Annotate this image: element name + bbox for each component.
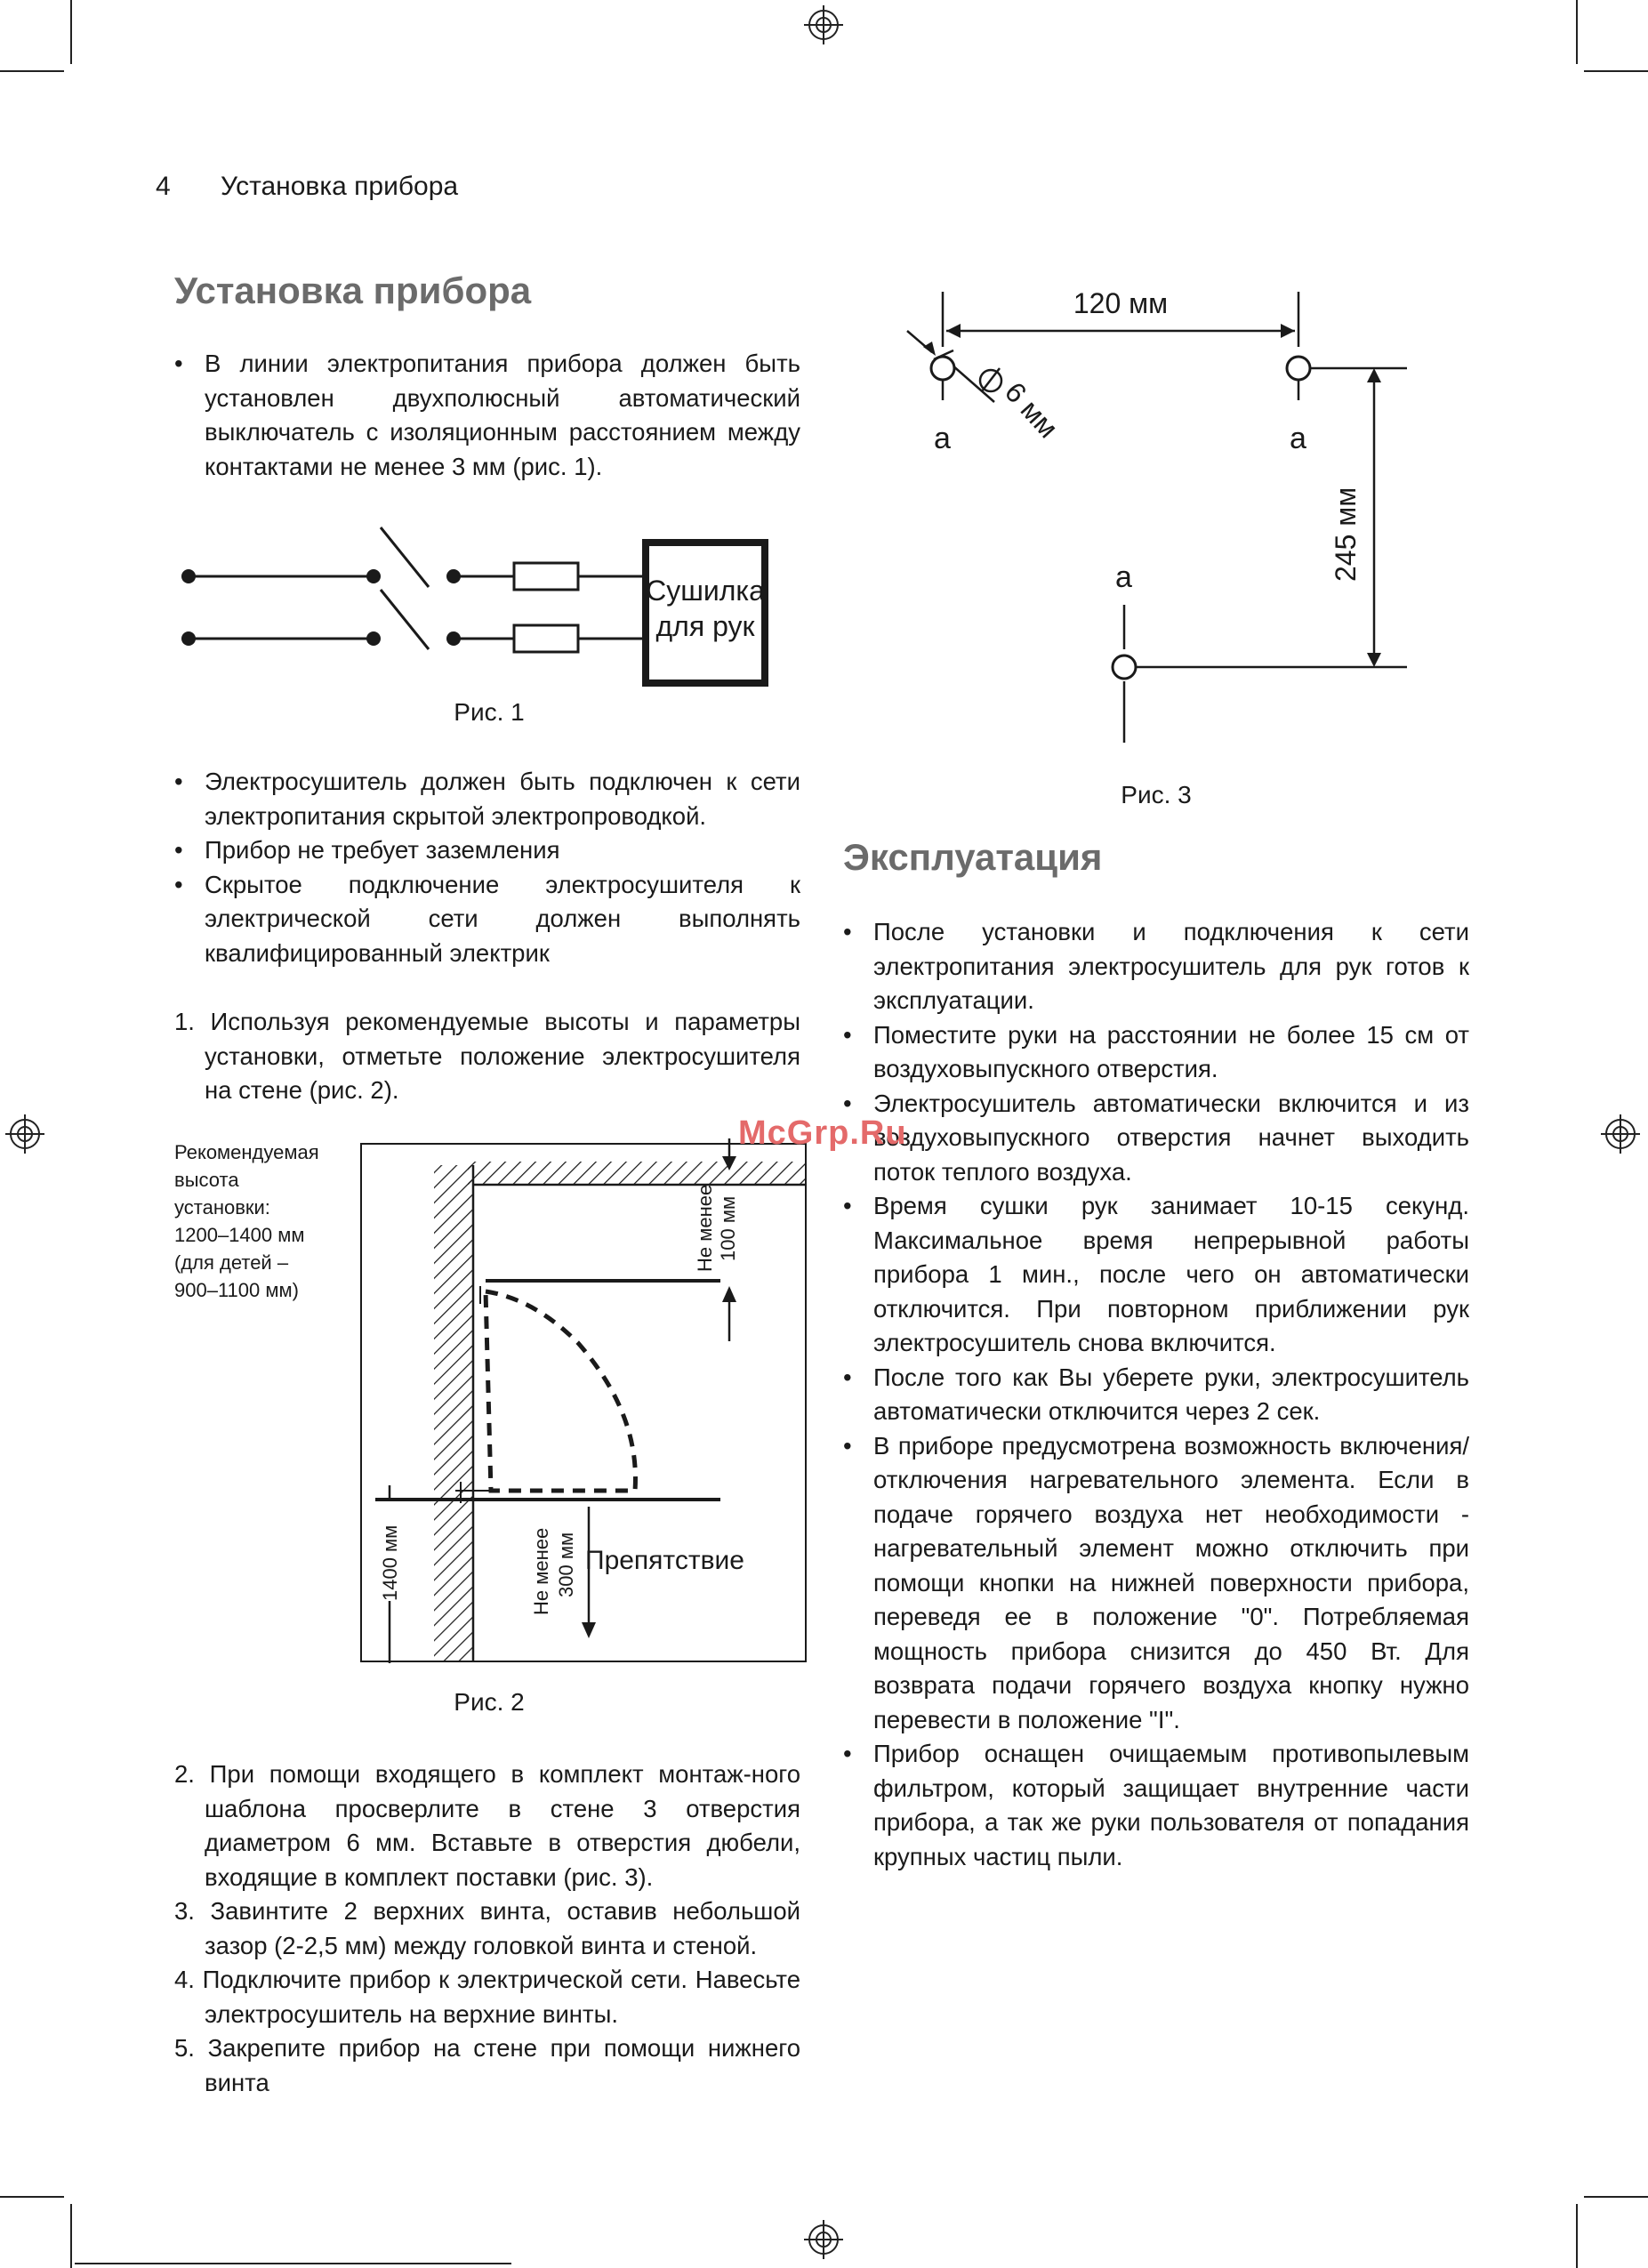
list-item: • Электросушитель автоматически включится и из воздуховыпускного отверстия начнет выходить поток теплого воздуха. <box>843 1087 1469 1190</box>
install-heading: Установка прибора <box>174 269 532 311</box>
fig2-bottom-gap-2: 300 мм <box>555 1532 577 1597</box>
list-item: • После установки и подключения к сети электропитания электросушитель для рук готов к эксплуатации. <box>843 915 1469 1018</box>
figure-2-heights <box>356 1130 818 1681</box>
note-line: Рекомендуемая <box>174 1141 319 1163</box>
registration-mark-right <box>1601 1114 1640 1154</box>
fig3-point-a: a <box>1290 422 1306 455</box>
page-number: 4 <box>156 172 171 201</box>
list-item: • В линии электропитания прибора должен быть установлен двухполюсный автоматический выключатель с изоляционным расстоянием между контактами не менее 3 мм (рис. 1). <box>174 347 800 484</box>
list-item: • Прибор оснащен очищаемым противопылевым фильтром, который защищает внутренние части прибора, а так же руки пользователя от попадания крупных частиц пыли. <box>843 1737 1469 1874</box>
fig3-width-label: 120 мм <box>1073 287 1169 319</box>
fig2-obstacle-label: Препятствие <box>585 1546 744 1575</box>
ceiling <box>468 1162 806 1185</box>
list-item: • Прибор не требует заземления <box>174 833 800 868</box>
fig2-bottom-gap-1: Не менее <box>530 1527 552 1615</box>
fig3-point-a: a <box>934 422 951 455</box>
fig1-box-text-2: для рук <box>655 610 755 642</box>
operation-bullets <box>843 915 1469 1874</box>
install-step-1 <box>174 1005 800 1108</box>
hole-bottom <box>1113 655 1136 679</box>
registration-mark-bottom <box>804 2220 843 2259</box>
fig1-box-text-1: Сушилка <box>646 575 765 607</box>
install-bullets-2 <box>174 765 800 970</box>
dryer-outline <box>486 1291 635 1491</box>
note-line: 1200–1400 мм <box>174 1224 305 1246</box>
list-item: • В приборе предусмотрена возможность включения/отключения нагревательного элемента. Если в подаче горячего воздуха нет необходимости - нагревательный элемент можно отключить при помощи кнопки на нижней поверхности прибора, переведя ее в положение "0". Потребляемая мощность прибора снизится до 450 Вт. Для возврата подачи горячего воздуха кнопку нужно перевести в положение "I". <box>843 1429 1469 1738</box>
note-line: 900–1100 мм) <box>174 1279 299 1301</box>
list-item: • Электросушитель должен быть подключен к сети электропитания скрытой электропроводкой. <box>174 765 800 833</box>
fig2-note <box>174 1138 352 1304</box>
running-title: Установка прибора <box>221 172 459 201</box>
wall <box>434 1165 473 1661</box>
list-item: • После того как Вы уберете руки, электросушитель автоматически отключится через 2 сек. <box>843 1361 1469 1429</box>
list-item: 1. Используя рекомендуемые высоты и параметры установки, отметьте положение электросушителя на стене (рис. 2). <box>174 1008 800 1104</box>
registration-mark-left <box>5 1114 44 1154</box>
watermark: McGrp.Ru <box>738 1114 907 1152</box>
list-item: 4. Подключите прибор к электрической сети. Навесьте электросушитель на верхние винты. <box>174 1966 800 2028</box>
note-line: (для детей – <box>174 1251 289 1274</box>
list-item: 3. Завинтите 2 верхних винта, оставив небольшой зазор (2-2,5 мм) между головкой винта и стеной. <box>174 1897 800 1959</box>
figure-1-wiring <box>169 523 809 701</box>
fig2-top-gap-2: 100 мм <box>717 1195 739 1261</box>
fig2-height-label: 1400 мм <box>379 1524 401 1601</box>
fig2-caption: Рис. 2 <box>454 1688 525 1716</box>
fig3-diameter-label: 6 мм <box>998 375 1065 445</box>
fig3-point-a: a <box>1115 560 1132 594</box>
hole-top-right <box>1287 357 1310 380</box>
note-line: установки: <box>174 1196 270 1218</box>
install-bullets-1 <box>174 347 800 484</box>
fig3-height-label: 245 мм <box>1330 487 1362 582</box>
note-line: высота <box>174 1169 239 1191</box>
figure-3-holes <box>889 276 1441 756</box>
running-header <box>156 172 458 202</box>
list-item: • Время сушки рук занимает 10-15 секунд. Максимальное время непрерывной работы прибора 1 мин., после чего он автоматически отключится. При повторном приближении рук электросушитель снова включится. <box>843 1189 1469 1361</box>
list-item: • Поместите руки на расстоянии не более 15 см от воздуховыпускного отверстия. <box>843 1018 1469 1087</box>
install-steps <box>174 1757 800 2100</box>
fig2-top-gap-1: Не менее <box>694 1184 716 1272</box>
list-item: 5. Закрепите прибор на стене при помощи нижнего винта <box>174 2034 800 2096</box>
hole-top-left <box>931 357 954 380</box>
list-item: 2. При помощи входящего в комплект монтаж-ного шаблона просверлите в стене 3 отверстия диаметром 6 мм. Вставьте в отверстия дюбели, входящие в комплект поставки (рис. 3). <box>174 1760 800 1891</box>
operation-heading: Эксплуатация <box>843 836 1103 878</box>
fig1-caption: Рис. 1 <box>454 698 525 726</box>
list-item: • Скрытое подключение электросушителя к электрической сети должен выполнять квалифицированный электрик <box>174 868 800 971</box>
registration-mark-top <box>804 5 843 44</box>
fig3-caption: Рис. 3 <box>1121 781 1192 808</box>
